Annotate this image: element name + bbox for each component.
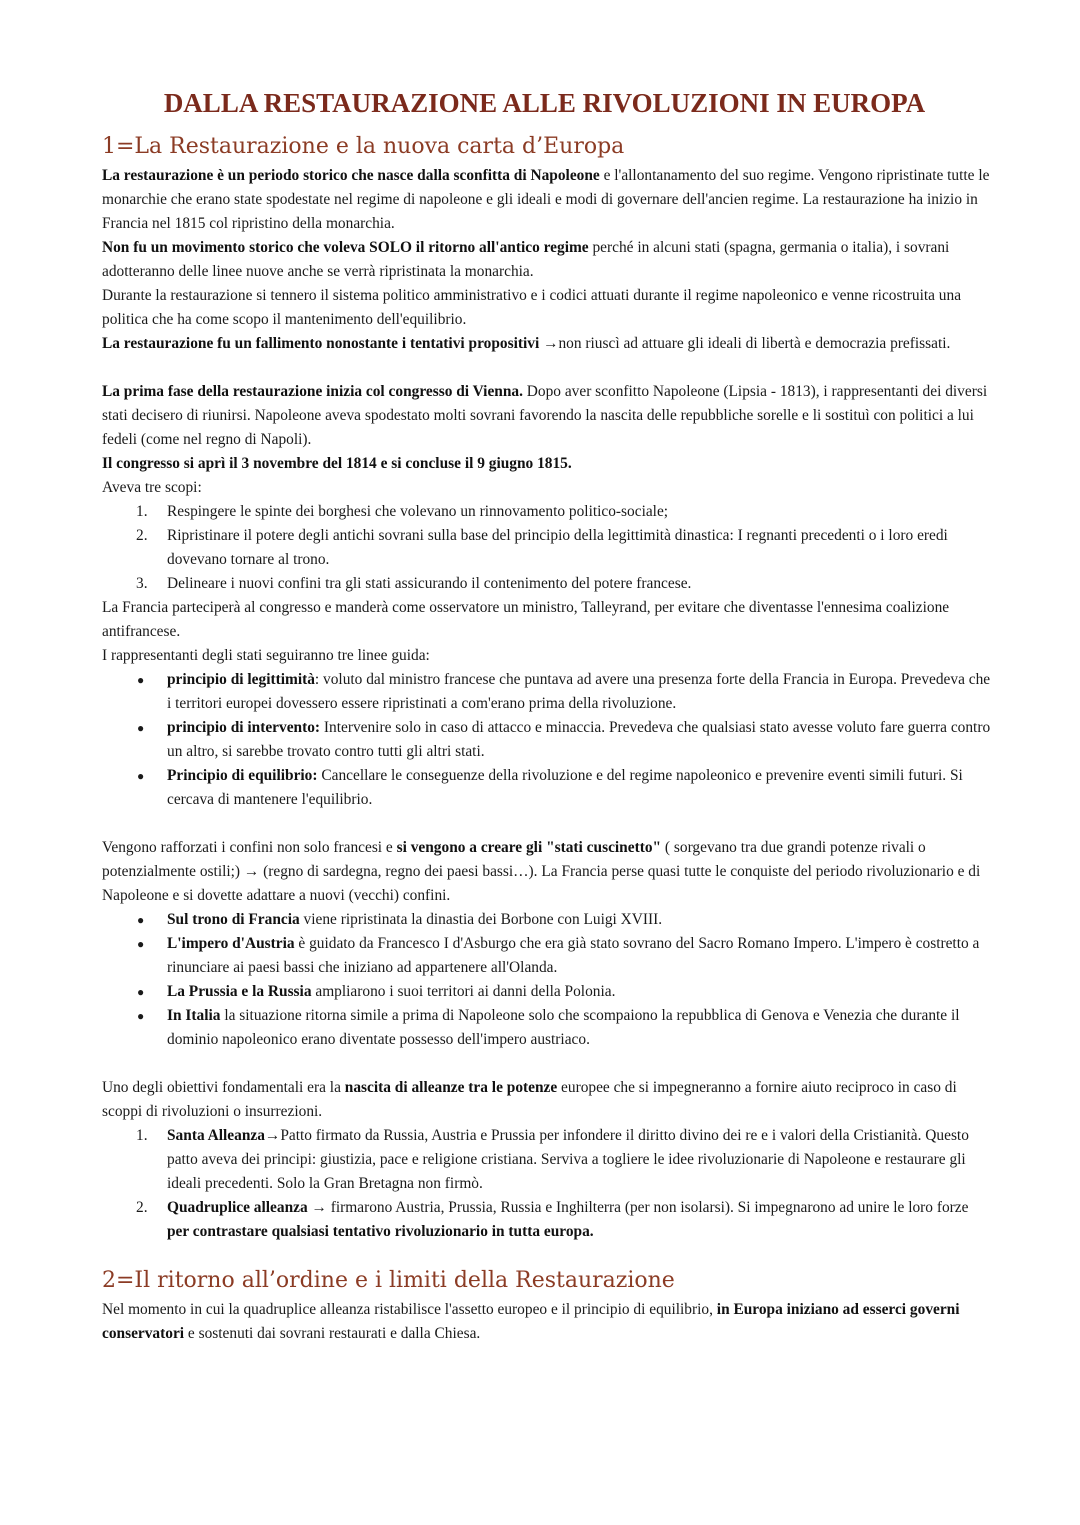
spacer [102, 356, 992, 380]
section-heading-2: 2=Il ritorno all’ordine e i limiti della Restaurazione [102, 1268, 675, 1293]
bold-text: Non fu un movimento storico che voleva SOLO il ritorno all'antico regime [102, 239, 589, 256]
text: → firmarono Austria, Prussia, Russia e Inghilterra (per non isolarsi). Si impegnarono ad unire le loro forze [307, 1199, 969, 1216]
bold-text: La restaurazione è un periodo storico che nasce dalla sconfitta di Napoleone [102, 167, 600, 184]
bullet-list-linee-guida [102, 668, 992, 812]
text: ampliarono i suoi territori ai danni della Polonia. [311, 983, 616, 1000]
bold-text: nascita di alleanze tra le potenze [344, 1079, 558, 1096]
list-item: Delineare i nuovi confini tra gli stati assicurando il contenimento del potere francese. [167, 575, 692, 592]
text: e l'allontanamento del suo regime. Vengono ripristinate tutte le monarchie che erano state spodestate nel regime di napoleone e gli ideali e modi di governare dell'ancien regime. La restaurazione ha inizio in Francia nel 1815 col ripristino della monarchia. [102, 167, 990, 232]
list-item [167, 1004, 992, 1052]
text: ( sorgevano tra due grandi potenze rivali o potenzialmente ostili;) → (regno di sardegna, regno dei paesi bassi…). La Francia perse quasi tutte le conquiste del periodo rivoluzionario e di Napoleone e si dovette adattare a nuovi (vecchi) confini. [102, 839, 981, 904]
text: la situazione ritorna simile a prima di Napoleone solo che scompaiono la repubblica di Genova e Venezia che durante il dominio napoleonico erano diventate possesso dell'impero austriaco. [167, 1007, 960, 1048]
paragraph [102, 836, 992, 908]
bold-text: Il congresso si aprì il 3 novembre del 1814 e si concluse il 9 giugno 1815. [102, 455, 572, 472]
bold-text: in Europa iniziano ad esserci governi conservatori [102, 1301, 960, 1342]
text: Dopo aver sconfitto Napoleone (Lipsia - 1813), i rappresentanti dei diversi stati decisero di riunirsi. Napoleone aveva spodestato molti sovrani favorendo la nascita delle repubbliche sorelle e li sostituì con politici a lui fedeli (come nel regno di Napoli). [102, 383, 988, 448]
text: e sostenuti dai sovrani restaurati e dalla Chiesa. [184, 1325, 481, 1342]
bold-text: Sul trono di Francia [167, 911, 300, 928]
bold-text: L'impero d'Austria [167, 935, 295, 952]
list-item: Respingere le spinte dei borghesi che volevano un rinnovamento politico-sociale; [167, 503, 669, 520]
text: Uno degli obiettivi fondamentali era la [102, 1079, 345, 1096]
list-item: Ripristinare il potere degli antichi sovrani sulla base del principio della legittimità dinastica: I regnanti precedenti o i loro eredi dovevano tornare al trono. [167, 527, 948, 568]
text: viene ripristinata la dinastia dei Borbone con Luigi XVIII. [299, 911, 663, 928]
paragraph [102, 164, 992, 236]
bold-text: In Italia [167, 1007, 221, 1024]
bold-text: Santa Alleanza [167, 1127, 265, 1144]
bold-text: Principio di equilibrio: [167, 767, 318, 784]
paragraph: I rappresentanti degli stati seguiranno tre linee guida: [102, 647, 430, 664]
bold-text: principio di legittimità [167, 671, 315, 688]
bold-text: La prima fase della restaurazione inizia col congresso di Vienna. [102, 383, 523, 400]
paragraph [102, 332, 992, 356]
document-title: DALLA RESTAURAZIONE ALLE RIVOLUZIONI IN EUROPA [163, 88, 926, 118]
bold-text: Quadruplice alleanza [167, 1199, 308, 1216]
paragraph: Durante la restaurazione si tennero il sistema politico amministrativo e i codici attuati durante il regime napoleonico e venne ricostruita una politica che ha come scopo il mantenimento dell'equilibrio. [102, 287, 962, 328]
list-item [167, 716, 992, 764]
bold-text: per contrastare qualsiasi tentativo rivoluzionario in tutta europa. [167, 1223, 594, 1240]
text: Cancellare le conseguenze della rivoluzione e del regime napoleonico e prevenire eventi simili futuri. Si cercava di mantenere l'equilibrio. [167, 767, 963, 808]
bold-text: La restaurazione fu un fallimento nonostante i tentativi propositivi [102, 335, 540, 352]
list-item [167, 980, 992, 1004]
bold-text: principio di intervento: [167, 719, 321, 736]
bullet-list-stati [102, 908, 992, 1052]
paragraph: La Francia parteciperà al congresso e manderà come osservatore un ministro, Talleyrand, per evitare che diventasse l'ennesima coalizione antifrancese. [102, 599, 950, 640]
bold-text: La Prussia e la Russia [167, 983, 312, 1000]
spacer [102, 812, 992, 836]
text: Intervenire solo in caso di attacco e minaccia. Prevedeva che qualsiasi stato avesse voluto fare guerra contro un altro, si sarebbe trovato contro tutti gli altri stati. [167, 719, 991, 760]
section-heading-1: 1=La Restaurazione e la nuova carta d’Europa [102, 134, 625, 159]
list-item [167, 668, 992, 716]
spacer [102, 1052, 992, 1076]
paragraph: Aveva tre scopi: [102, 479, 202, 496]
bold-text: si vengono a creare gli "stati cuscinetto" [396, 839, 662, 856]
paragraph [102, 1298, 992, 1346]
list-item [167, 1196, 992, 1244]
text: europee che si impegneranno a fornire aiuto reciproco in caso di scoppi di rivoluzioni o insurrezioni. [102, 1079, 957, 1120]
list-item [167, 932, 992, 980]
text: →Patto firmato da Russia, Austria e Prussia per infondere il diritto divino dei re e i valori della Cristianità. Questo patto aveva dei principi: giustizia, pace e religione cristiana. Serviva a togliere le idee rivoluzionarie di Napoleone e restaurare gli ideali precedenti. Solo la Gran Bretagna non firmò. [167, 1127, 969, 1192]
text: : voluto dal ministro francese che puntava ad avere una presenza forte della Francia in Europa. Prevedeva che i territori europei dovessero essere ripristinati a com'erano prima della rivoluzione. [167, 671, 991, 712]
paragraph [102, 1076, 992, 1124]
list-item [167, 764, 992, 812]
list-item [167, 1124, 992, 1196]
paragraph [102, 380, 992, 452]
text: Vengono rafforzati i confini non solo francesi e [102, 839, 397, 856]
text: è guidato da Francesco I d'Asburgo che era già stato sovrano del Sacro Romano Impero. L'impero è costretto a rinunciare ai paesi bassi che iniziano ad appartenere all'Olanda. [167, 935, 980, 976]
text: Nel momento in cui la quadruplice alleanza ristabilisce l'assetto europeo e il principio di equilibrio, [102, 1301, 717, 1318]
numbered-list-alleanze [102, 1124, 992, 1244]
paragraph [102, 452, 992, 476]
list-item [167, 908, 992, 932]
text: perché in alcuni stati (spagna, germania o italia), i sovrani adotteranno delle linee nuove anche se verrà ripristinata la monarchia. [102, 239, 950, 280]
text: →non riuscì ad attuare gli ideali di libertà e democrazia prefissati. [539, 335, 951, 352]
numbered-list-scopi [102, 500, 992, 596]
document-page [102, 84, 992, 1346]
paragraph [102, 236, 992, 284]
